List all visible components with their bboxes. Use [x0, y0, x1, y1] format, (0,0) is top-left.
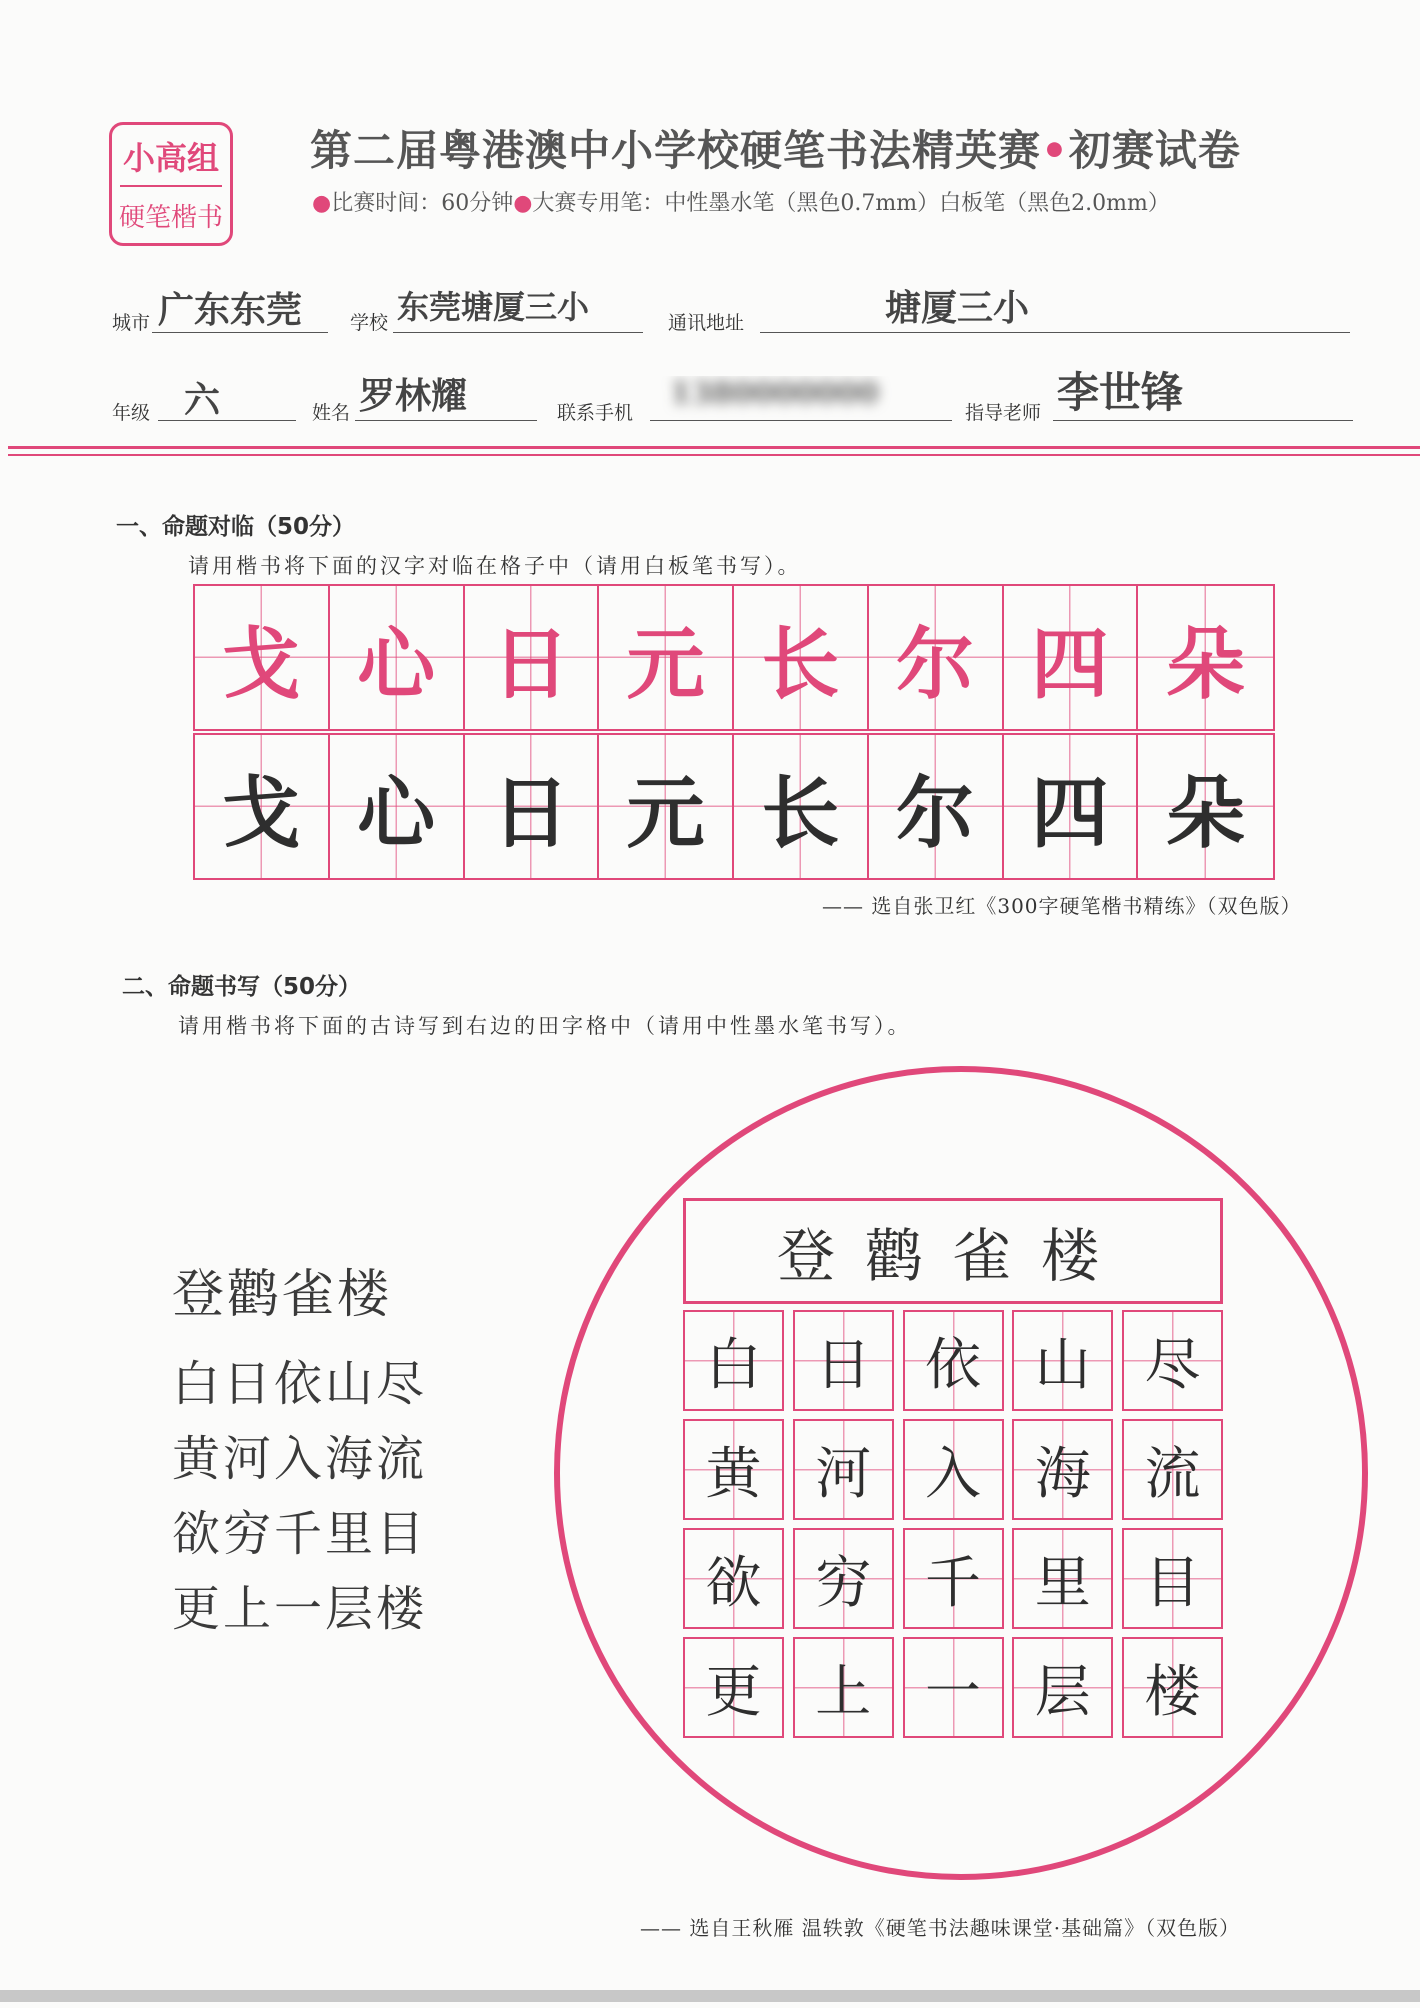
teacher-value: 李世锋 — [1057, 368, 1184, 417]
grade-value: 六 — [184, 379, 221, 421]
section2-citation: —— 选自王秋雁 温轶敦《硬笔书法趣味课堂·基础篇》（双色版） — [640, 1916, 1241, 1940]
poem-cell[interactable]: 黄 — [683, 1419, 784, 1520]
poem-writing-grid — [683, 1310, 1223, 1746]
poem-cell[interactable]: 一 — [903, 1637, 1004, 1738]
grid-row — [683, 1310, 1223, 1411]
poem-cell[interactable]: 目 — [1122, 1528, 1223, 1629]
poem-line: 黄河入海流 — [172, 1431, 428, 1487]
poem-line: 欲穷千里目 — [172, 1506, 428, 1562]
teacher-field[interactable] — [1053, 366, 1353, 421]
poem-cell[interactable]: 白 — [683, 1310, 784, 1411]
school-label: 学校 — [350, 312, 389, 334]
model-grid — [193, 584, 1275, 731]
model-cell: 元 — [599, 586, 734, 729]
poem-cell[interactable]: 依 — [903, 1310, 1004, 1411]
poem-text — [172, 1258, 427, 1647]
poem-cell[interactable]: 入 — [903, 1419, 1004, 1520]
page-title — [310, 118, 1241, 178]
poem-cell[interactable]: 尽 — [1122, 1310, 1223, 1411]
city-field[interactable] — [152, 288, 328, 333]
badge-divider — [120, 185, 222, 187]
grade-field[interactable] — [158, 376, 296, 421]
written-cell[interactable]: 戈 — [195, 735, 330, 878]
section1-heading: 一、命题对临（50分） — [116, 514, 356, 540]
poem-cell[interactable]: 上 — [793, 1637, 894, 1738]
header-divider — [8, 446, 1420, 456]
bullet-icon: ● — [312, 191, 332, 216]
poem-cell[interactable]: 穷 — [793, 1528, 894, 1629]
section2-heading: 二、命题书写（50分） — [122, 974, 362, 1000]
exam-info — [312, 186, 1170, 217]
writing-grid — [193, 733, 1275, 880]
poem-cell[interactable]: 流 — [1122, 1419, 1223, 1520]
address-label: 通讯地址 — [668, 312, 745, 334]
written-cell[interactable]: 四 — [1004, 735, 1139, 878]
poem-cell[interactable]: 欲 — [683, 1528, 784, 1629]
poem-cell[interactable]: 层 — [1012, 1637, 1113, 1738]
poem-cell[interactable]: 千 — [903, 1528, 1004, 1629]
written-cell[interactable]: 朵 — [1138, 735, 1273, 878]
model-cell: 心 — [330, 586, 465, 729]
name-field[interactable] — [355, 376, 537, 421]
badge-group: 小高组 — [122, 139, 219, 177]
written-cell[interactable]: 心 — [330, 735, 465, 878]
poem-cell[interactable]: 楼 — [1122, 1637, 1223, 1738]
grade-label: 年级 — [112, 402, 151, 424]
model-cell: 长 — [734, 586, 869, 729]
poem-cell[interactable]: 山 — [1012, 1310, 1113, 1411]
name-value: 罗林耀 — [359, 375, 468, 417]
poem-cell[interactable]: 更 — [683, 1637, 784, 1738]
written-title-box[interactable]: 登鹳雀楼 — [683, 1198, 1223, 1304]
poem-line: 白日依山尽 — [172, 1356, 428, 1412]
grid-row — [683, 1419, 1223, 1520]
model-cell: 戈 — [195, 586, 330, 729]
bullet-icon: ● — [513, 191, 533, 216]
phone-value-redacted: 1380000000 — [670, 376, 879, 411]
pen-info: 大赛专用笔：中性墨水笔（黑色0.7mm）白板笔（黑色2.0mm） — [532, 191, 1170, 216]
poem-cell[interactable]: 海 — [1012, 1419, 1113, 1520]
poem-cell[interactable]: 里 — [1012, 1528, 1113, 1629]
written-cell[interactable]: 元 — [599, 735, 734, 878]
section1-citation: —— 选自张卫红《300字硬笔楷书精练》（双色版） — [822, 894, 1302, 918]
written-cell[interactable]: 尔 — [869, 735, 1004, 878]
school-field[interactable] — [393, 288, 643, 333]
poem-cell[interactable]: 日 — [793, 1310, 894, 1411]
school-value: 东莞塘厦三小 — [397, 288, 590, 326]
city-value: 广东东莞 — [158, 289, 303, 331]
name-label: 姓名 — [312, 402, 351, 424]
grid-row — [683, 1637, 1223, 1738]
phone-label: 联系手机 — [557, 402, 634, 424]
address-value: 塘厦三小 — [885, 287, 1030, 329]
title-dot: • — [1041, 126, 1069, 175]
city-label: 城市 — [112, 312, 151, 334]
badge-category: 硬笔楷书 — [118, 203, 223, 233]
section2-instruction: 请用楷书将下面的古诗写到右边的田字格中（请用中性墨水笔书写）。 — [178, 1014, 912, 1038]
poem-title: 登鹳雀楼 — [172, 1265, 393, 1325]
time-info: 比赛时间：60分钟 — [331, 191, 514, 216]
phone-field[interactable] — [650, 376, 952, 421]
grid-row — [683, 1528, 1223, 1629]
model-cell: 四 — [1004, 586, 1139, 729]
poem-cell[interactable]: 河 — [793, 1419, 894, 1520]
title-suffix: 初赛试卷 — [1068, 126, 1241, 175]
title-main: 第二届粤港澳中小学校硬笔书法精英赛 — [310, 126, 1042, 175]
group-badge — [109, 122, 233, 246]
written-cell[interactable]: 长 — [734, 735, 869, 878]
address-field[interactable] — [760, 288, 1350, 333]
scan-edge — [0, 1990, 1420, 2002]
model-cell: 尔 — [869, 586, 1004, 729]
model-cell: 朵 — [1138, 586, 1273, 729]
teacher-label: 指导老师 — [965, 402, 1042, 424]
poem-line: 更上一层楼 — [172, 1581, 428, 1637]
model-cell: 日 — [465, 586, 600, 729]
written-cell[interactable]: 日 — [465, 735, 600, 878]
section1-instruction: 请用楷书将下面的汉字对临在格子中（请用白板笔书写）。 — [188, 554, 802, 578]
